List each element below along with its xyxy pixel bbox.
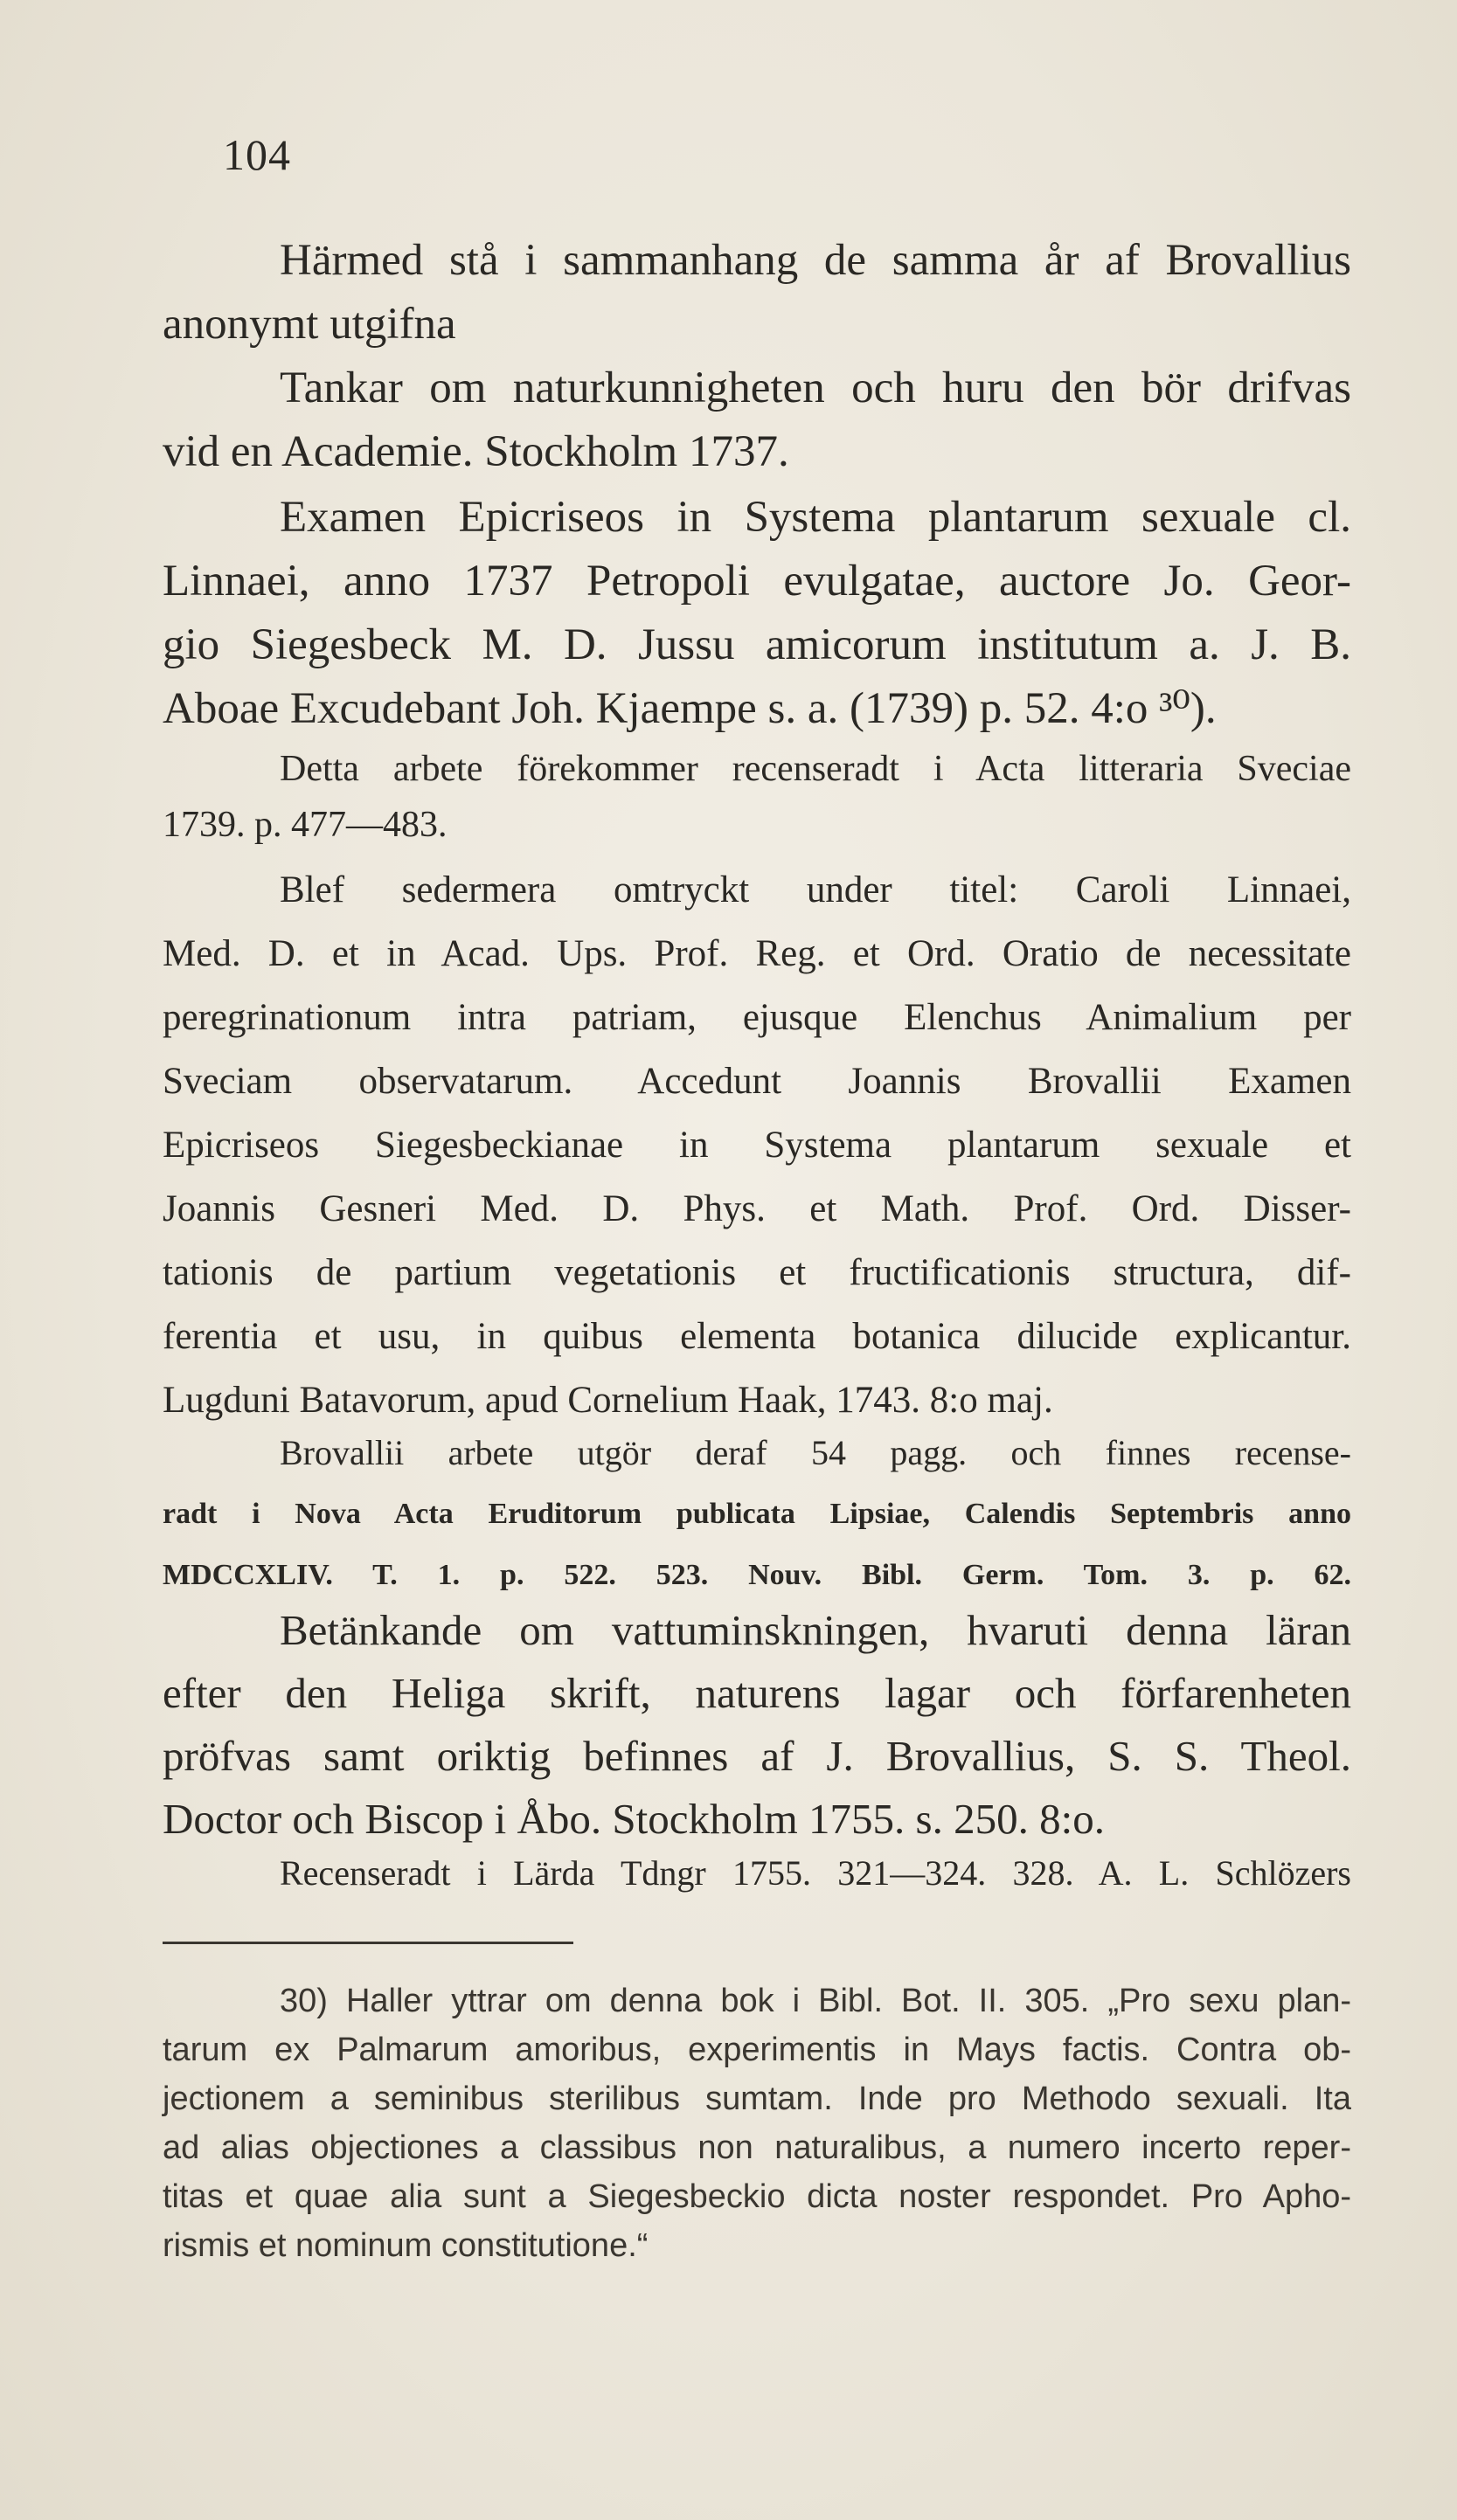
text-line: Recenseradt i Lärda Tdngr 1755. 321—324. 328. A. L. Schlözers bbox=[280, 1853, 1351, 1893]
text-line: Brovallii arbete utgör deraf 54 pagg. och finnes recense- bbox=[280, 1433, 1351, 1472]
text-line: Detta arbete förekommer recenseradt i Acta litteraria Sveciae bbox=[280, 749, 1351, 789]
footnote-line: 30) Haller yttrar om denna bok i Bibl. Bot. II. 305. „Pro sexu plan- bbox=[280, 1983, 1351, 2019]
text-line: Härmed stå i sammanhang de samma år af Brovallius bbox=[280, 236, 1351, 285]
text-line: MDCCXLIV. T. 1. p. 522. 523. Nouv. Bibl. Germ. Tom. 3. p. 62. bbox=[163, 1559, 1351, 1591]
footnote-line: rismis et nominum constitutione.“ bbox=[163, 2227, 649, 2264]
text-line: ferentia et usu, in quibus elementa botanica dilucide explicantur. bbox=[163, 1316, 1351, 1357]
text-line: Joannis Gesneri Med. D. Phys. et Math. Prof. Ord. Disser- bbox=[163, 1188, 1351, 1229]
paragraph-8 bbox=[163, 1847, 1351, 1900]
text-line: tationis de partium vegetationis et fructificationis structura, dif- bbox=[163, 1252, 1351, 1293]
footnote-line: jectionem a seminibus sterilibus sumtam. Inde pro Methodo sexuali. Ita bbox=[163, 2080, 1351, 2117]
text-line: 1739. p. 477—483. bbox=[163, 805, 448, 845]
text-line: Betänkande om vattuminskningen, hvaruti denna läran bbox=[280, 1606, 1351, 1654]
paragraph-6 bbox=[163, 1423, 1351, 1606]
text-line: pröfvas samt oriktig befinnes af J. Brovallius, S. S. Theol. bbox=[163, 1732, 1351, 1780]
text-line: radt i Nova Acta Eruditorum publicata Lipsiae, Calendis Septembris anno bbox=[163, 1498, 1351, 1530]
footnote-line: tarum ex Palmarum amoribus, experimentis in Mays factis. Contra ob- bbox=[163, 2032, 1351, 2068]
text-line: gio Siegesbeck M. D. Jussu amicorum institutum a. J. B. bbox=[163, 620, 1351, 669]
paragraph-1 bbox=[163, 229, 1351, 357]
footnote bbox=[163, 1977, 1351, 2270]
text-line: Epicriseos Siegesbeckianae in Systema plantarum sexuale et bbox=[163, 1125, 1351, 1166]
paragraph-2 bbox=[163, 357, 1351, 484]
text-line: peregrinationum intra patriam, ejusque Elenchus Animalium per bbox=[163, 997, 1351, 1038]
paragraph-7 bbox=[163, 1599, 1351, 1851]
paragraph-5 bbox=[163, 858, 1351, 1432]
footnote-line: titas et quae alia sunt a Siegesbeckio dicta noster respondet. Pro Apho- bbox=[163, 2178, 1351, 2215]
text-line: vid en Academie. Stockholm 1737. bbox=[163, 427, 789, 476]
text-line: Med. D. et in Acad. Ups. Prof. Reg. et Ord. Oratio de necessitate bbox=[163, 933, 1351, 974]
paragraph-4 bbox=[163, 741, 1351, 853]
paragraph-3 bbox=[163, 486, 1351, 741]
footnote-divider bbox=[163, 1942, 573, 1944]
page-number: 104 bbox=[223, 130, 291, 179]
text-line: Examen Epicriseos in Systema plantarum sexuale cl. bbox=[280, 493, 1351, 542]
footnote-line: ad alias objectiones a classibus non naturalibus, a numero incerto reper- bbox=[163, 2129, 1351, 2166]
text-line: efter den Heliga skrift, naturens lagar och förfarenheten bbox=[163, 1669, 1351, 1717]
text-line: anonymt utgifna bbox=[163, 300, 456, 349]
text-line: Lugduni Batavorum, apud Cornelium Haak, 1743. 8:o maj. bbox=[163, 1380, 1053, 1421]
text-line: Blef sedermera omtryckt under titel: Caroli Linnaei, bbox=[280, 869, 1351, 910]
text-line: Doctor och Biscop i Åbo. Stockholm 1755. s. 250. 8:o. bbox=[163, 1795, 1105, 1843]
text-line: Aboae Excudebant Joh. Kjaempe s. a. (1739) p. 52. 4:o ³⁰). bbox=[163, 684, 1217, 733]
text-line: Linnaei, anno 1737 Petropoli evulgatae, auctore Jo. Geor- bbox=[163, 557, 1351, 606]
text-line: Tankar om naturkunnigheten och huru den bör drifvas bbox=[280, 363, 1351, 412]
text-line: Sveciam observatarum. Accedunt Joannis Brovallii Examen bbox=[163, 1061, 1351, 1102]
